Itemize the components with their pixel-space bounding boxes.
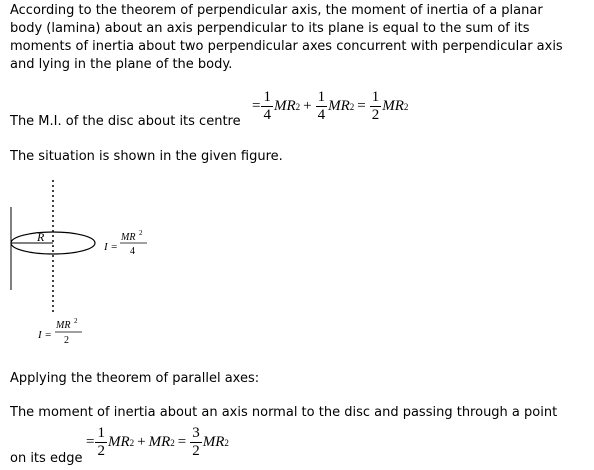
- equals-sign: =: [86, 434, 95, 450]
- term: MR: [328, 98, 350, 114]
- paragraph-edge-axis-end: on its edge: [10, 451, 83, 466]
- term: MR: [382, 98, 404, 114]
- denominator: 4: [263, 107, 271, 123]
- text-line: moments of inertia about two perpendicular axes concurrent with perpendicular axis: [10, 39, 563, 54]
- bottom-I-label: I =: [38, 329, 52, 341]
- right-denominator: 4: [130, 246, 135, 257]
- denominator: 4: [317, 107, 326, 123]
- fraction: [261, 90, 273, 123]
- text-line: According to the theorem of perpendicular axis, the moment of inertia of a planar: [10, 3, 543, 18]
- plus-sign: +: [137, 434, 146, 450]
- denominator: 2: [371, 107, 380, 123]
- bottom-numerator: MR: [56, 320, 71, 331]
- denominator: 2: [192, 443, 200, 459]
- fraction: [190, 426, 202, 459]
- numerator: 3: [192, 425, 200, 441]
- term: MR: [202, 434, 225, 450]
- numerator: 1: [97, 425, 105, 441]
- equation-disc-centre: = $\frac{1}{4}$ MR 2 + $\frac{1}{4}$ MR 2 = $\frac{1}{2}$ MR 2: [252, 89, 409, 123]
- equals-sign: =: [357, 98, 366, 114]
- plus-sign: +: [303, 98, 312, 114]
- equals-sign: =: [177, 434, 187, 450]
- equals-sign: =: [252, 98, 261, 114]
- paragraph-edge-axis: The moment of inertia about an axis normal to the disc and passing through a point: [10, 405, 558, 420]
- right-numerator: MR: [121, 232, 136, 243]
- right-exponent: 2: [139, 229, 143, 237]
- denominator: 2: [97, 443, 105, 459]
- right-I-label: I =: [104, 241, 118, 253]
- situation-text: The situation is shown in the given figure.: [10, 149, 283, 164]
- text-line: and lying in the plane of the body.: [10, 57, 233, 72]
- disc-figure: [0, 175, 200, 355]
- radius-label: R: [37, 230, 45, 244]
- disc-mi-label: The M.I. of the disc about its centre: [10, 114, 241, 129]
- fraction: [316, 90, 328, 123]
- parallel-axes-heading: Applying the theorem of parallel axes:: [10, 371, 260, 386]
- term: MR: [107, 434, 130, 450]
- equation-disc-edge: = $\frac{1}{2}$ MR 2 + MR 2 = $\frac{3}{2}$ MR 2: [86, 425, 229, 459]
- numerator: 1: [263, 89, 271, 105]
- fraction: [95, 426, 107, 459]
- numerator: 1: [371, 89, 380, 105]
- fraction: [370, 90, 382, 123]
- bottom-denominator: 2: [64, 335, 69, 346]
- paragraph-perpendicular-axis: [10, 2, 563, 74]
- bottom-exponent: 2: [74, 317, 78, 325]
- term: MR: [148, 434, 171, 450]
- term: MR: [273, 98, 296, 114]
- text-line: body (lamina) about an axis perpendicular to its plane is equal to the sum of its: [10, 21, 530, 36]
- numerator: 1: [317, 89, 326, 105]
